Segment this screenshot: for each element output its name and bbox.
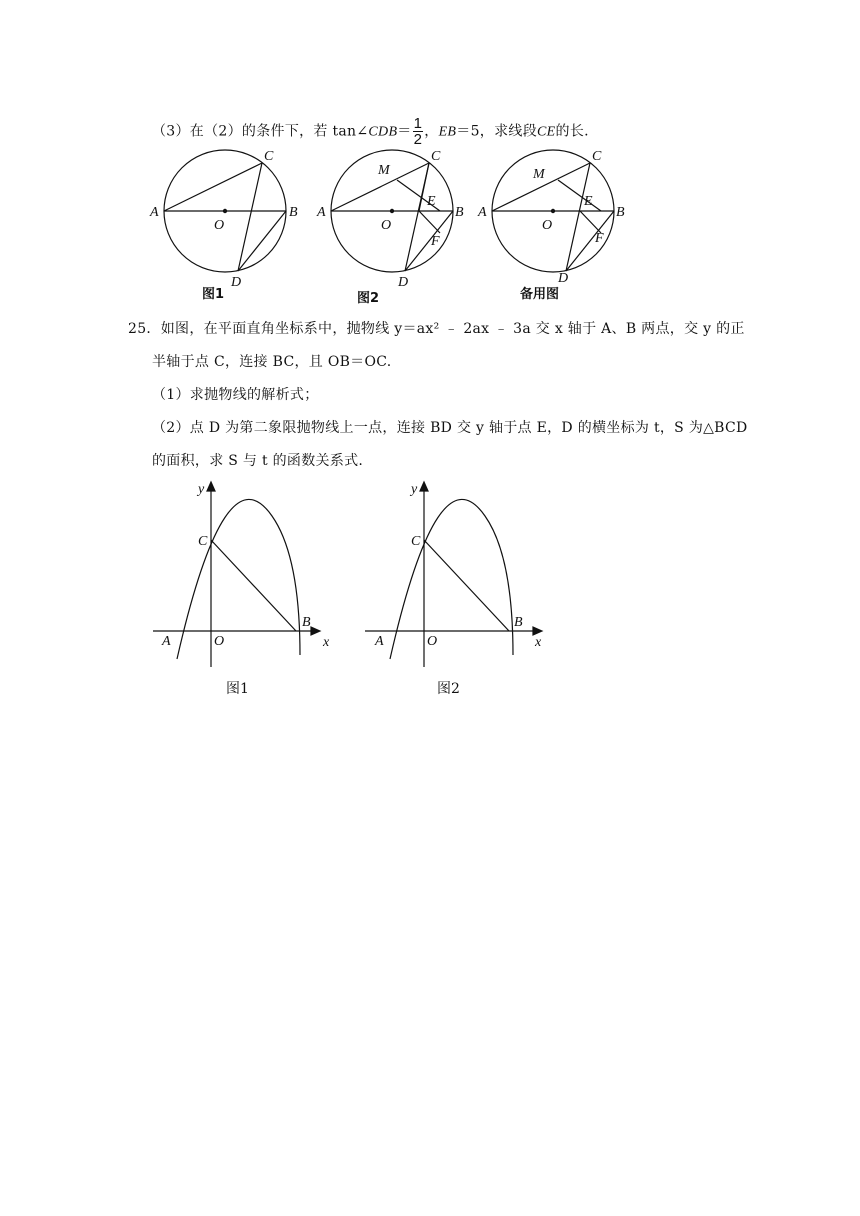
label-a-p1: A	[162, 634, 171, 649]
angle-cdb: CDB	[368, 124, 398, 140]
parabola-figure-2-drawing	[365, 482, 542, 667]
q25-part2-line2: 的面积，求 S 与 t 的函数关系式.	[152, 453, 364, 469]
label-o-1: O	[214, 218, 225, 233]
label-m-2: M	[378, 163, 390, 178]
q25-part2-line1: （2）点 D 为第二象限抛物线上一点，连接 BD 交 y 轴于点 E，D 的横坐标为 t，S 为△BCD	[152, 420, 748, 436]
parabola-curve-2	[390, 499, 513, 659]
label-f-3: F	[595, 231, 604, 246]
segment-bc-2	[424, 540, 509, 631]
eb-value-text: ＝5，求线段	[456, 123, 538, 140]
q25-line2: 半轴于点 C，连接 BC，且 OB＝OC.	[152, 354, 392, 370]
label-x-2: x	[535, 635, 542, 650]
label-a-2: A	[317, 205, 326, 220]
separator: ，	[424, 123, 439, 140]
label-c-p1: C	[198, 534, 208, 549]
segment-eb: EB	[438, 124, 457, 140]
segment-ce: CE	[537, 124, 556, 140]
x-arrow-2	[533, 627, 542, 635]
label-c-p2: C	[411, 534, 421, 549]
caption-fig1-parabola: 图1	[226, 681, 249, 697]
y-arrow-2	[420, 482, 428, 491]
label-b-p1: B	[302, 615, 311, 630]
caption-fig2-parabola: 图2	[437, 681, 460, 697]
label-b-3: B	[616, 205, 625, 220]
label-c-2: C	[431, 149, 441, 164]
label-x-1: x	[323, 635, 330, 650]
label-d-3: D	[558, 271, 569, 286]
label-c-1: C	[264, 149, 274, 164]
label-d-1: D	[231, 275, 242, 290]
label-b-2: B	[455, 205, 464, 220]
label-e-2: E	[427, 194, 436, 209]
label-a-3: A	[478, 205, 487, 220]
label-a-1: A	[150, 205, 159, 220]
label-y-2: y	[411, 482, 418, 497]
caption-fig1-circle: 图1	[202, 287, 225, 302]
label-a-p2: A	[375, 634, 384, 649]
q25-line1: 25．如图，在平面直角坐标系中，抛物线 y＝ax² ﹣ 2ax ﹣ 3a 交 x 轴于 A、B 两点，交 y 的正	[128, 321, 745, 337]
caption-backup-circle: 备用图	[520, 287, 560, 302]
q24-part3-prefix: （3）在（2）的条件下，若 tan∠	[152, 123, 369, 140]
equals-sign: ＝	[397, 123, 412, 140]
label-b-1: B	[289, 205, 298, 220]
caption-fig2-circle: 图2	[357, 291, 380, 306]
fraction-denominator: 2	[413, 131, 423, 148]
label-o-3: O	[542, 218, 553, 233]
label-m-3: M	[533, 167, 545, 182]
label-o-p1: O	[214, 634, 225, 649]
label-b-p2: B	[514, 615, 523, 630]
label-c-3: C	[592, 149, 602, 164]
q25-part1: （1）求抛物线的解析式；	[152, 387, 319, 403]
fraction-numerator: 1	[413, 115, 423, 132]
label-o-p2: O	[427, 634, 438, 649]
label-f-2: F	[431, 234, 440, 249]
label-d-2: D	[398, 275, 409, 290]
q24-part3-suffix: 的长.	[555, 123, 589, 140]
label-e-3: E	[584, 194, 593, 209]
label-o-2: O	[381, 218, 392, 233]
label-y-1: y	[198, 482, 205, 497]
